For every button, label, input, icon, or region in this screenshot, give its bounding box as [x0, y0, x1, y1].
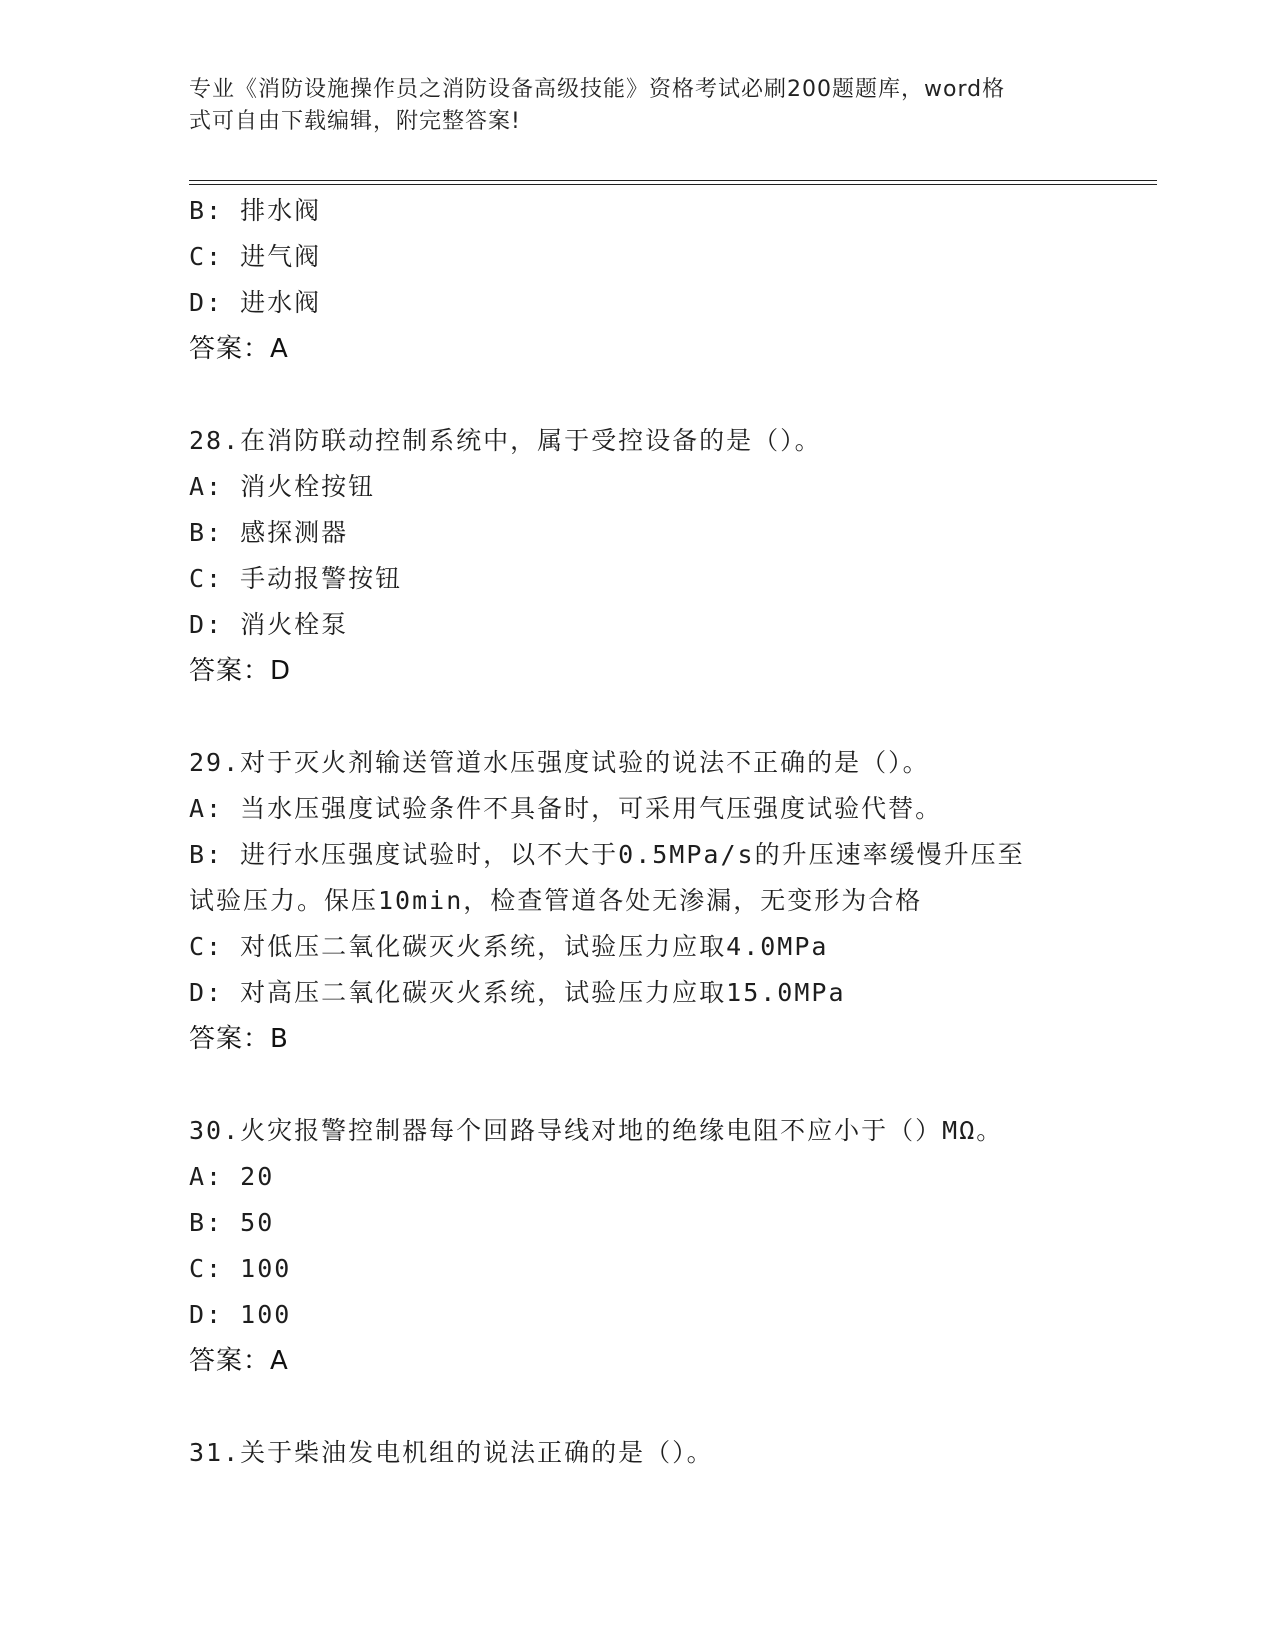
question-stem: 30.火灾报警控制器每个回路导线对地的绝缘电阻不应小于（）MΩ。	[189, 1116, 1004, 1145]
option-d: D: 对高压二氧化碳灭火系统，试验压力应取15.0MPa	[189, 978, 846, 1007]
option-a: A: 20	[189, 1162, 275, 1191]
option-c: C: 手动报警按钮	[189, 564, 403, 593]
option-c: C: 进气阀	[189, 242, 322, 271]
answer-label: 答案：A	[189, 334, 289, 364]
question-stem: 28.在消防联动控制系统中，属于受控设备的是（）。	[189, 426, 822, 455]
question-28	[189, 418, 1169, 694]
spacer	[189, 372, 1169, 418]
answer-label: 答案：A	[189, 1346, 289, 1376]
option-b-line-1: B: 进行水压强度试验时，以不大于0.5MPa/s的升压速率缓慢升压至	[189, 840, 1025, 869]
question-list	[189, 188, 1169, 1476]
option-b: B: 50	[189, 1208, 275, 1237]
spacer	[189, 1062, 1169, 1108]
option-a: A: 消火栓按钮	[189, 472, 376, 501]
answer-label: 答案：B	[189, 1024, 289, 1054]
option-a: A: 当水压强度试验条件不具备时，可采用气压强度试验代替。	[189, 794, 943, 823]
spacer	[189, 1384, 1169, 1430]
option-c: C: 对低压二氧化碳灭火系统，试验压力应取4.0MPa	[189, 932, 829, 961]
option-b-line-2: 试验压力。保压10min，检查管道各处无渗漏，无变形为合格	[189, 886, 923, 915]
spacer	[189, 694, 1169, 740]
option-c: C: 100	[189, 1254, 292, 1283]
option-b: B: 排水阀	[189, 196, 322, 225]
question-29	[189, 740, 1169, 1062]
header-line-2: 式可自由下载编辑，附完整答案!	[189, 109, 521, 134]
answer-label: 答案：D	[189, 656, 292, 686]
page-header	[189, 74, 1069, 138]
question-30	[189, 1108, 1169, 1384]
option-d: D: 100	[189, 1300, 292, 1329]
question-stem: 29.对于灭火剂输送管道水压强度试验的说法不正确的是（）。	[189, 748, 930, 777]
header-line-1: 专业《消防设施操作员之消防设备高级技能》资格考试必刷200题题库，word格	[189, 77, 1006, 102]
option-b: B: 感探测器	[189, 518, 349, 547]
header-divider-bottom	[189, 184, 1157, 185]
option-d: D: 消火栓泵	[189, 610, 349, 639]
option-d: D: 进水阀	[189, 288, 322, 317]
header-divider-top	[189, 180, 1157, 181]
question-31	[189, 1430, 1169, 1476]
question-27-tail	[189, 188, 1169, 372]
question-stem: 31.关于柴油发电机组的说法正确的是（）。	[189, 1438, 714, 1467]
